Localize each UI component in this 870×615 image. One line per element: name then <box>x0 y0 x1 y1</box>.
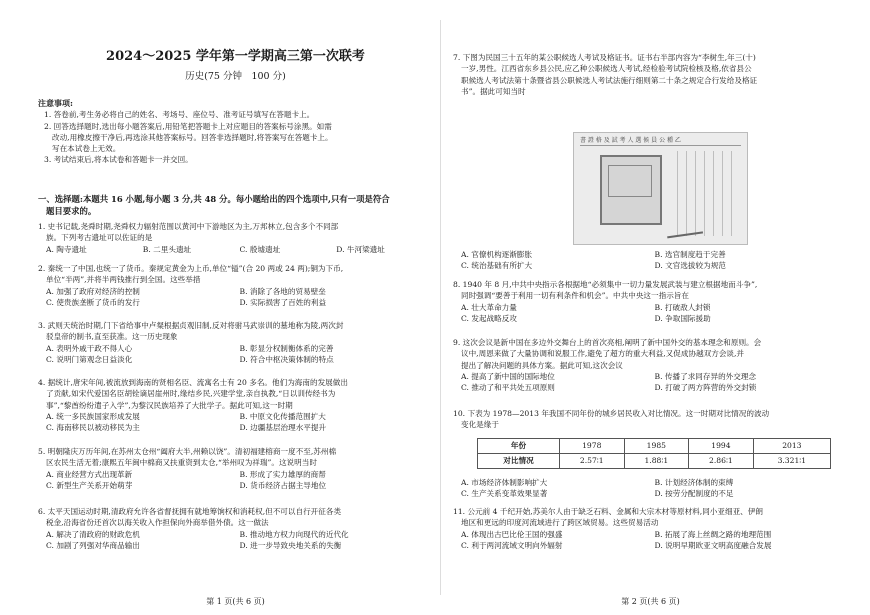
option-c[interactable]: C. 利于两河流域文明向外辐射 <box>461 540 563 550</box>
option-a[interactable]: A. 提高了新中国的国际地位 <box>461 371 555 381</box>
option-a[interactable]: A. 陶寺遗址 <box>46 244 87 254</box>
question-1 <box>38 221 433 255</box>
question-stem: 8. 1940 年 8 月,中共中央指示各根据地“必须集中一切力量发展武装与建立根据地而斗争”, <box>453 280 758 289</box>
left-page <box>38 0 433 615</box>
option-d[interactable]: D. 打破了两方阵营的外交封锁 <box>654 383 757 393</box>
question-stem: 11. 公元前 4 千纪开始,苏美尔人由于缺乏石料、金属和大宗木材等原材料,同小亚细亚、伊朗 <box>453 507 763 516</box>
option-a[interactable]: A. 体现出古巴比伦王国的强盛 <box>461 529 563 539</box>
option-c[interactable]: C. 殷墟遗址 <box>239 244 281 254</box>
option-b[interactable]: B. 推动地方权力向现代的近代化 <box>239 529 349 539</box>
option-c[interactable]: C. 海南移民以被动移民为主 <box>46 423 140 433</box>
table-cell: 1.88∶1 <box>624 454 689 469</box>
income-ratio-table <box>477 438 831 469</box>
section-heading-line: 题目要求的。 <box>46 206 97 216</box>
question-7 <box>453 52 848 97</box>
option-d[interactable]: D. 符合中枢决策体制的特点 <box>239 354 334 364</box>
option-a[interactable]: A. 市场经济体制影响扩大 <box>461 478 548 487</box>
options <box>453 529 848 552</box>
question-9 <box>453 337 848 393</box>
option-a[interactable]: A. 加强了政府对经济的控制 <box>46 286 140 296</box>
page-footer: 第 1 页(共 6 页) <box>206 597 265 606</box>
option-a[interactable]: A. 表明外戚干政不得人心 <box>46 343 133 353</box>
question-stem: 了贡献,如宋代爱国名臣胡铨谪居崖州时,缘结乡民,兴建学堂,亲自执教,“日以训传经书为 <box>46 389 336 399</box>
question-10-options <box>453 477 848 500</box>
question-6 <box>38 506 433 551</box>
question-8 <box>453 279 848 324</box>
question-stem: 议中,周恩来做了大量协调和说服工作,避免了超方的重大利益,又促成协越双方会谈,并 <box>461 349 745 359</box>
notes-title: 注意事项: <box>38 98 73 108</box>
question-stem: 提出了解决问题的具体方案。据此可知,这次会议 <box>461 360 623 370</box>
options <box>453 477 848 500</box>
option-b[interactable]: B. 选官制度趋于完善 <box>654 250 726 259</box>
table-cell: 2.86∶1 <box>689 454 754 469</box>
question-stem: 变化是缘于 <box>461 420 499 430</box>
question-stem: 驳皇帝的制书,直至获准。这一历史现象 <box>46 332 178 342</box>
option-c[interactable]: C. 生产关系变革效果显著 <box>461 489 548 499</box>
question-stem: 7. 下图为民国三十五年的某公职候选人考试及格证书。证书右半部内容为“李树生,年三(十) <box>453 53 756 62</box>
right-page <box>453 0 848 615</box>
note-line: 写在本试卷上无效。 <box>52 144 121 154</box>
option-d[interactable]: D. 进一步导致央地关系的失衡 <box>239 540 342 550</box>
question-stem: 税金,沿海省份还首次以海关收入作担保向外商举借外债。这一做法 <box>46 518 269 528</box>
options <box>38 343 433 366</box>
page-divider <box>440 20 441 595</box>
option-c[interactable]: C. 发起战略反攻 <box>461 313 517 323</box>
question-stem: 族。下列考古遗址可以佐证的是 <box>46 233 153 243</box>
table-cell: 2013 <box>753 439 830 454</box>
question-stem: 3. 武则天统治时期,门下省给事中卢粲根据贞观旧制,反对将驸马武崇训的墓地称为陵,两次封 <box>38 321 344 330</box>
question-stem: 2. 秦统一了中国,也统一了货币。秦规定黄金为上币,单位“镒”(合 20 两或 24 两);铜为下币, <box>38 264 344 273</box>
option-c[interactable]: C. 加剧了列强对华商品输出 <box>46 540 140 550</box>
options <box>38 529 433 552</box>
options <box>453 249 848 272</box>
option-c[interactable]: C. 使贵族垄断了货币的发行 <box>46 297 140 307</box>
question-stem: 区农民生活无着;康熙五年闽中棉商又扶重资到太仓,“举州叹为祥瑞”。这说明当时 <box>46 458 317 468</box>
table-row <box>478 439 831 454</box>
table-header-cell: 对比情况 <box>478 454 560 469</box>
question-10 <box>453 408 848 431</box>
table-cell: 1978 <box>559 439 624 454</box>
question-stem: 地区和更远的印度河流域进行了跨区域贸易。这些贸易活动 <box>461 518 659 528</box>
option-b[interactable]: B. 传播了求同存异的外交理念 <box>654 371 757 381</box>
question-7-options <box>453 249 848 272</box>
question-stem: 4. 据统计,唐宋年间,被流放到海南的贤相名臣、流寓名士有 20 多名。他们为海南的发展做出 <box>38 378 348 387</box>
option-d[interactable]: D. 边疆基层治理水平提升 <box>239 423 327 433</box>
option-d[interactable]: D. 实际损害了百姓的利益 <box>239 297 327 307</box>
option-a[interactable]: A. 解决了清政府的财政危机 <box>46 529 140 539</box>
option-a[interactable]: A. 官僚机构逐渐膨胀 <box>461 250 533 259</box>
option-d[interactable]: D. 说明早期欧亚文明高度融合发展 <box>654 540 772 550</box>
question-stem: 1. 史书记载,尧舜时期,尧舜权力辐射范围以黄河中下游地区为主,万邦林立,包含多个不同部 <box>38 222 339 231</box>
table-cell: 1985 <box>624 439 689 454</box>
notes <box>38 98 433 166</box>
exam-title: 2024～2025 学年第一学期高三第一次联考 <box>106 49 365 64</box>
options <box>38 469 433 492</box>
option-b[interactable]: B. 中原文化传播范围扩大 <box>239 411 326 421</box>
exam-subtitle: 历史(75 分钟 100 分) <box>185 71 286 82</box>
question-stem: 职候选人考试法第十条暨省县公职候选人考试法施行细则第二十条之规定合行发给及格证 <box>461 75 758 85</box>
note-line: 2. 回答选择题时,选出每小题答案后,用铅笔把答题卡上对应题目的答案标号涂黑。如需 <box>44 121 332 131</box>
option-c[interactable]: C. 新型生产关系开始萌芽 <box>46 480 133 490</box>
option-d[interactable]: D. 按劳分配制度的不足 <box>654 489 734 499</box>
note-line: 改动,用橡皮擦干净后,再选涂其他答案标号。回答非选择题时,将答案写在答题卡上。 <box>52 132 333 142</box>
question-11 <box>453 506 848 551</box>
option-d[interactable]: D. 争取国际援助 <box>654 313 711 323</box>
table-cell: 2.57∶1 <box>559 454 624 469</box>
options <box>38 244 433 255</box>
table-cell: 3.321∶1 <box>753 454 830 469</box>
question-4 <box>38 377 433 433</box>
question-2 <box>38 263 433 308</box>
option-c[interactable]: C. 推动了和平共处五项原则 <box>461 383 555 393</box>
option-d[interactable]: D. 文官选拔较为规范 <box>654 261 726 271</box>
question-stem: 事”,“黎酋纷纷遣子入学”,为黎汉民族培养了大批学子。据此可知,这一时期 <box>46 400 293 410</box>
option-b[interactable]: B. 拓展了海上丝绸之路的地理范围 <box>654 529 772 539</box>
question-3 <box>38 320 433 365</box>
option-b[interactable]: B. 形成了实力雄厚的商帮 <box>239 469 326 479</box>
page-footer: 第 2 页(共 6 页) <box>621 597 680 606</box>
question-stem: 10. 下表为 1978—2013 年我国不同年份的城乡居民收入对比情况。这一时期对比情况的波动 <box>453 409 770 418</box>
option-c[interactable]: C. 统治基础有所扩大 <box>461 261 533 271</box>
question-stem: 5. 明朝隆庆万历年间,在苏州太仓州“阖府大半,州赖以饶”。清初福建榕商一度不至,苏州棉 <box>38 447 337 456</box>
question-stem: 单位“半两”,并将半两钱推行到全国。这些举措 <box>46 275 201 285</box>
option-a[interactable]: A. 统一多民族国家形成发展 <box>46 411 140 421</box>
table-cell: 1994 <box>689 439 754 454</box>
question-stem: 书”。据此可知当时 <box>461 86 526 96</box>
option-b[interactable]: B. 打破敌人封锁 <box>654 302 711 312</box>
options <box>38 286 433 309</box>
question-5 <box>38 446 433 491</box>
options <box>453 302 848 325</box>
table-row <box>478 454 831 469</box>
options <box>453 371 848 394</box>
section-heading <box>38 193 433 217</box>
question-stem: 一岁,男性。江西省东乡县公民,应乙种公职候选人考试,经检验考试院检核及格,依省县公 <box>461 64 752 74</box>
option-a[interactable]: A. 壮大革命力量 <box>461 302 517 312</box>
question-stem: 同时强调“要善于利用一切有利条件和机会”。中共中央这一指示旨在 <box>461 291 689 301</box>
option-c[interactable]: C. 说明门第观念日益淡化 <box>46 354 133 364</box>
question-stem: 9. 这次会议是新中国在多边外交舞台上的首次亮相,阐明了新中国外交的基本理念和原则。会 <box>453 338 762 347</box>
option-b[interactable]: B. 计划经济体制的束缚 <box>654 478 734 487</box>
option-a[interactable]: A. 商业经营方式出现革新 <box>46 469 133 479</box>
option-b[interactable]: B. 彰显分权制衡体系的完善 <box>239 343 334 353</box>
certificate-header: 書 證 格 及 試 考 人 選 候 員 公 種 乙 <box>580 136 741 146</box>
table-header-cell: 年份 <box>478 439 560 454</box>
section-heading-line: 一、选择题:本题共 16 小题,每小题 3 分,共 48 分。每小题给出的四个选项中,只有一项是符合 <box>38 194 390 204</box>
certificate-seal <box>608 165 652 197</box>
note-line: 1. 答卷前,考生务必将自己的姓名、考场号、座位号、准考证号填写在答题卡上。 <box>44 110 315 120</box>
option-d[interactable]: D. 货币经济占据主导地位 <box>239 480 327 490</box>
option-d[interactable]: D. 牛河梁遗址 <box>336 244 385 254</box>
note-line: 3. 考试结束后,将本试卷和答题卡一并交回。 <box>44 155 193 165</box>
question-stem: 6. 太平天国运动时期,清政府允许各省督抚拥有就地筹饷权和消耗权,但不可以自行开征各类 <box>38 507 342 516</box>
certificate-image <box>573 132 748 245</box>
option-b[interactable]: B. 消除了各地的贸易壁垒 <box>239 286 326 296</box>
option-b[interactable]: B. 二里头遗址 <box>142 244 192 254</box>
options <box>38 411 433 434</box>
